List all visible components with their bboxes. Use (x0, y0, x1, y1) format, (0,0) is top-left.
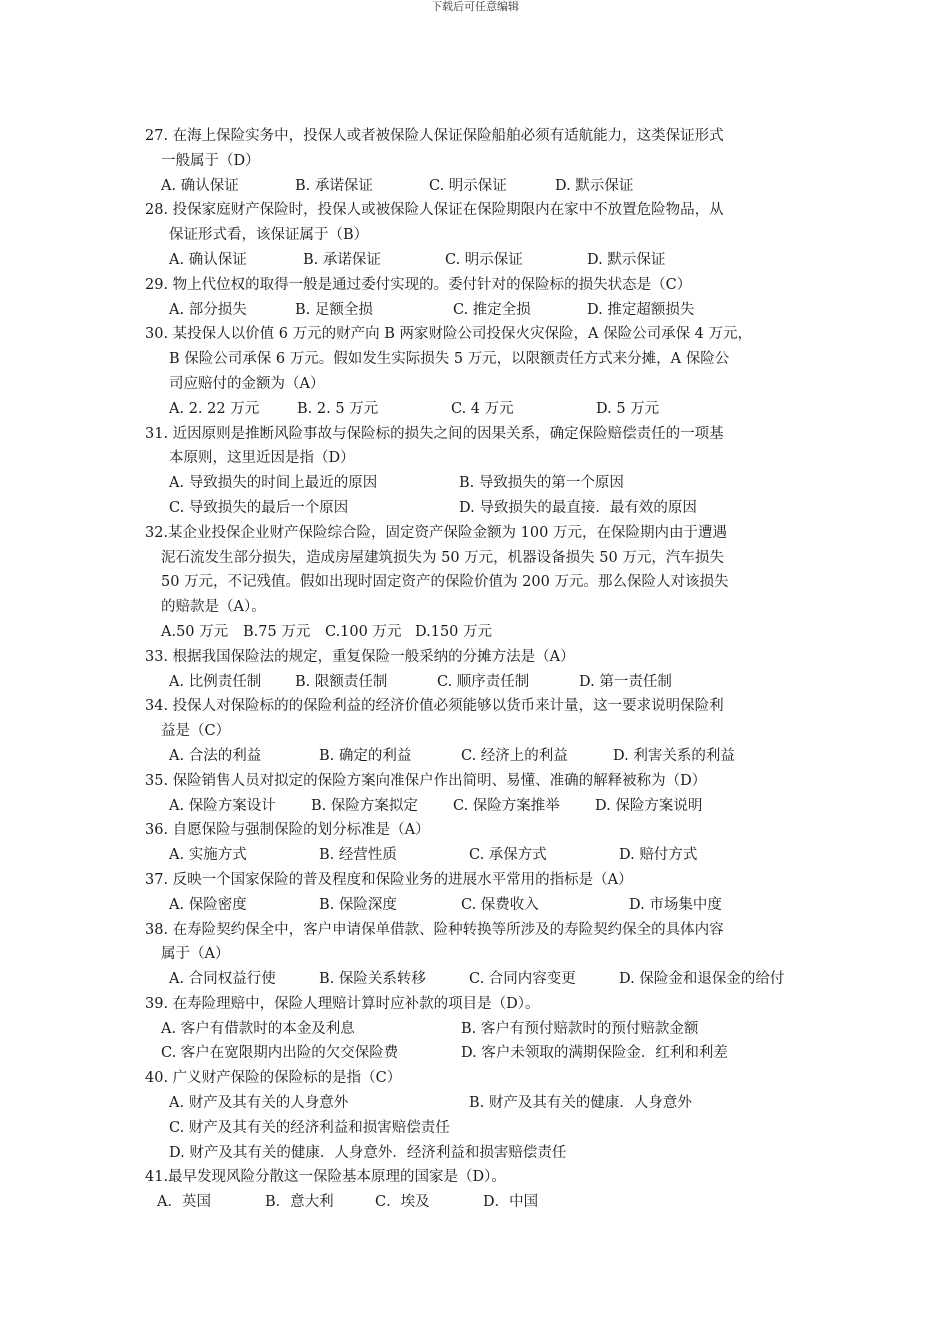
option-d: D. 5 万元 (596, 400, 660, 417)
option-c: C. 明示保证 (429, 177, 507, 194)
options-row (145, 496, 815, 521)
option-c: C. 财产及其有关的经济利益和损害赔偿责任 (169, 1119, 450, 1136)
question-29 (145, 273, 815, 323)
question-stem: 41.最早发现风险分散这一保险基本原理的国家是（D）。 (145, 1169, 506, 1186)
question-stem: 36. 自愿保险与强制保险的划分标准是（A） (145, 822, 430, 839)
option-a: A. 实施方式 (169, 847, 247, 864)
option-a: A. 导致损失的时间上最近的原因 (169, 475, 378, 492)
question-stem: 31. 近因原则是推断风险事故与保险标的损失之间的因果关系，确定保险赔偿责任的一项基 (145, 425, 724, 442)
options-row (145, 248, 815, 273)
option-b: B. 保险方案拟定 (311, 797, 418, 814)
option-d: D. 保险方案说明 (595, 797, 703, 814)
question-stem-cont: 一般属于（D） (161, 152, 260, 169)
option-a: A. 财产及其有关的人身意外 (169, 1095, 349, 1112)
option-d: D. 保险金和退保金的给付 (619, 971, 785, 988)
question-stem: 33. 根据我国保险法的规定，重复保险一般采纳的分摊方法是（A） (145, 648, 575, 665)
options-row (145, 670, 815, 695)
question-27 (145, 124, 815, 198)
question-33 (145, 645, 815, 695)
option-a: A. 2. 22 万元 (169, 400, 260, 417)
option-b: B. 保险深度 (319, 896, 397, 913)
options-row (145, 1091, 815, 1116)
question-stem-cont: 司应赔付的金额为（A） (169, 375, 325, 392)
option-c: C. 经济上的利益 (461, 747, 568, 764)
question-stem-cont: 本原则，这里近因是指（D） (169, 450, 355, 467)
options-row (145, 843, 815, 868)
option-b: B. 导致损失的第一个原因 (459, 475, 624, 492)
option-b: B. 限额责任制 (295, 673, 388, 690)
option-d: D.150 万元 (415, 623, 493, 640)
question-stem-cont: 50 万元，不记残值。假如出现时固定资产的保险价值为 200 万元。那么保险人对该损失 (161, 574, 729, 591)
question-stem: 40. 广义财产保险的保险标的是指（C） (145, 1070, 402, 1087)
question-stem-cont: B 保险公司承保 6 万元。假如发生实际损失 5 万元，以限额责任方式来分摊，A 保险公 (169, 351, 730, 368)
option-c: C. 明示保证 (445, 251, 523, 268)
option-b: B. 财产及其有关的健康．人身意外 (469, 1095, 692, 1112)
option-d: D. 第一责任制 (579, 673, 672, 690)
question-stem: 34. 投保人对保险标的的保险利益的经济价值必须能够以货币来计量，这一要求说明保险利 (145, 698, 724, 715)
option-a: A. 确认保证 (169, 251, 247, 268)
question-40 (145, 1066, 815, 1165)
question-stem-cont: 泥石流发生部分损失，造成房屋建筑损失为 50 万元，机器设备损失 50 万元，汽车损失 (161, 549, 724, 566)
options-row (145, 1116, 815, 1141)
options-row (145, 744, 815, 769)
option-a: A. 确认保证 (161, 177, 239, 194)
option-a: A. 部分损失 (169, 301, 247, 318)
option-a: A. 合法的利益 (169, 747, 262, 764)
question-30 (145, 322, 815, 421)
option-b: B. 经营性质 (319, 847, 397, 864)
question-stem-cont: 益是（C） (161, 723, 231, 740)
question-stem: 30. 某投保人以价值 6 万元的财产向 B 两家财险公司投保火灾保险，A 保险公司承保 4 万元， (145, 326, 753, 343)
option-d: D. 推定超额损失 (587, 301, 695, 318)
option-d: D. 客户未领取的满期保险金．红利和利差 (461, 1045, 728, 1062)
question-stem: 28. 投保家庭财产保险时，投保人或被保险人保证在保险期限内在家中不放置危险物品，从 (145, 202, 724, 219)
options-row (145, 1041, 815, 1066)
option-b: B. 承诺保证 (295, 177, 373, 194)
option-a: A. 保险密度 (169, 896, 247, 913)
question-stem: 35. 保险销售人员对拟定的保险方案向准保户作出简明、易懂、准确的解释被称为（D） (145, 772, 707, 789)
options-row (145, 298, 815, 323)
question-stem-cont: 保证形式看，该保证属于（B） (169, 227, 369, 244)
option-c: C. 4 万元 (451, 400, 514, 417)
option-a: A. 保险方案设计 (169, 797, 276, 814)
option-b: B. 2. 5 万元 (297, 400, 379, 417)
option-c: C. 推定全损 (453, 301, 531, 318)
question-41 (145, 1165, 815, 1215)
option-c: C. 顺序责任制 (437, 673, 530, 690)
question-39 (145, 992, 815, 1066)
option-c: C. 导致损失的最后一个原因 (169, 499, 349, 516)
question-35 (145, 769, 815, 819)
option-b: B. 确定的利益 (319, 747, 412, 764)
question-list (145, 124, 815, 1215)
option-c: C. 合同内容变更 (469, 971, 576, 988)
question-stem: 39. 在寿险理赔中，保险人理赔计算时应补款的项目是（D）。 (145, 995, 540, 1012)
options-row (145, 967, 815, 992)
question-32 (145, 521, 815, 645)
question-28 (145, 198, 815, 272)
question-36 (145, 818, 815, 868)
options-row (145, 1017, 815, 1042)
options-row (145, 397, 815, 422)
option-c: C. 保费收入 (461, 896, 539, 913)
option-d: D. 默示保证 (555, 177, 634, 194)
options-row (145, 471, 815, 496)
option-b: B. 承诺保证 (303, 251, 381, 268)
question-stem: 38. 在寿险契约保全中，客户申请保单借款、险种转换等所涉及的寿险契约保全的具体内容 (145, 921, 724, 938)
option-a: A．英国 (157, 1194, 211, 1211)
option-c: C. 保险方案推举 (453, 797, 560, 814)
option-a: A. 比例责任制 (169, 673, 262, 690)
option-b: B．意大利 (265, 1194, 334, 1211)
option-b: B. 保险关系转移 (319, 971, 426, 988)
question-37 (145, 868, 815, 918)
option-c: C. 客户在宽限期内出险的欠交保险费 (161, 1045, 399, 1062)
option-b: B. 客户有预付赔款时的预付赔款金额 (461, 1020, 699, 1037)
options-row (145, 794, 815, 819)
option-d: D. 默示保证 (587, 251, 666, 268)
question-stem: 37. 反映一个国家保险的普及程度和保险业务的进展水平常用的指标是（A） (145, 871, 633, 888)
option-c: C. 承保方式 (469, 847, 547, 864)
page-header: 下载后可任意编辑 (431, 0, 519, 13)
options-row (145, 1141, 815, 1166)
option-d: D. 赔付方式 (619, 847, 698, 864)
question-stem: 32.某企业投保企业财产保险综合险，固定资产保险金额为 100 万元，在保险期内由于遭遇 (145, 524, 727, 541)
option-c: C．埃及 (375, 1194, 430, 1211)
option-b: B.75 万元 (243, 623, 311, 640)
question-38 (145, 918, 815, 992)
options-row (145, 620, 815, 645)
options-row (145, 174, 815, 199)
options-row (145, 1190, 815, 1215)
option-d: D. 市场集中度 (629, 896, 722, 913)
option-d: D. 利害关系的利益 (613, 747, 735, 764)
question-31 (145, 422, 815, 521)
option-c: C.100 万元 (325, 623, 402, 640)
option-b: B. 足额全损 (295, 301, 373, 318)
option-a: A. 合同权益行使 (169, 971, 276, 988)
question-stem-cont: 的赔款是（A）。 (161, 599, 266, 616)
option-a: A.50 万元 (161, 623, 229, 640)
question-stem-cont: 属于（A） (161, 946, 230, 963)
question-34 (145, 694, 815, 768)
option-d: D. 财产及其有关的健康．人身意外．经济利益和损害赔偿责任 (169, 1144, 567, 1161)
option-d: D. 导致损失的最直接．最有效的原因 (459, 499, 697, 516)
option-d: D．中国 (483, 1194, 539, 1211)
question-stem: 29. 物上代位权的取得一般是通过委付实现的。委付针对的保险标的损失状态是（C） (145, 276, 692, 293)
option-a: A. 客户有借款时的本金及利息 (161, 1020, 355, 1037)
options-row (145, 893, 815, 918)
question-stem: 27. 在海上保险实务中，投保人或者被保险人保证保险船舶必须有适航能力，这类保证形式 (145, 128, 724, 144)
